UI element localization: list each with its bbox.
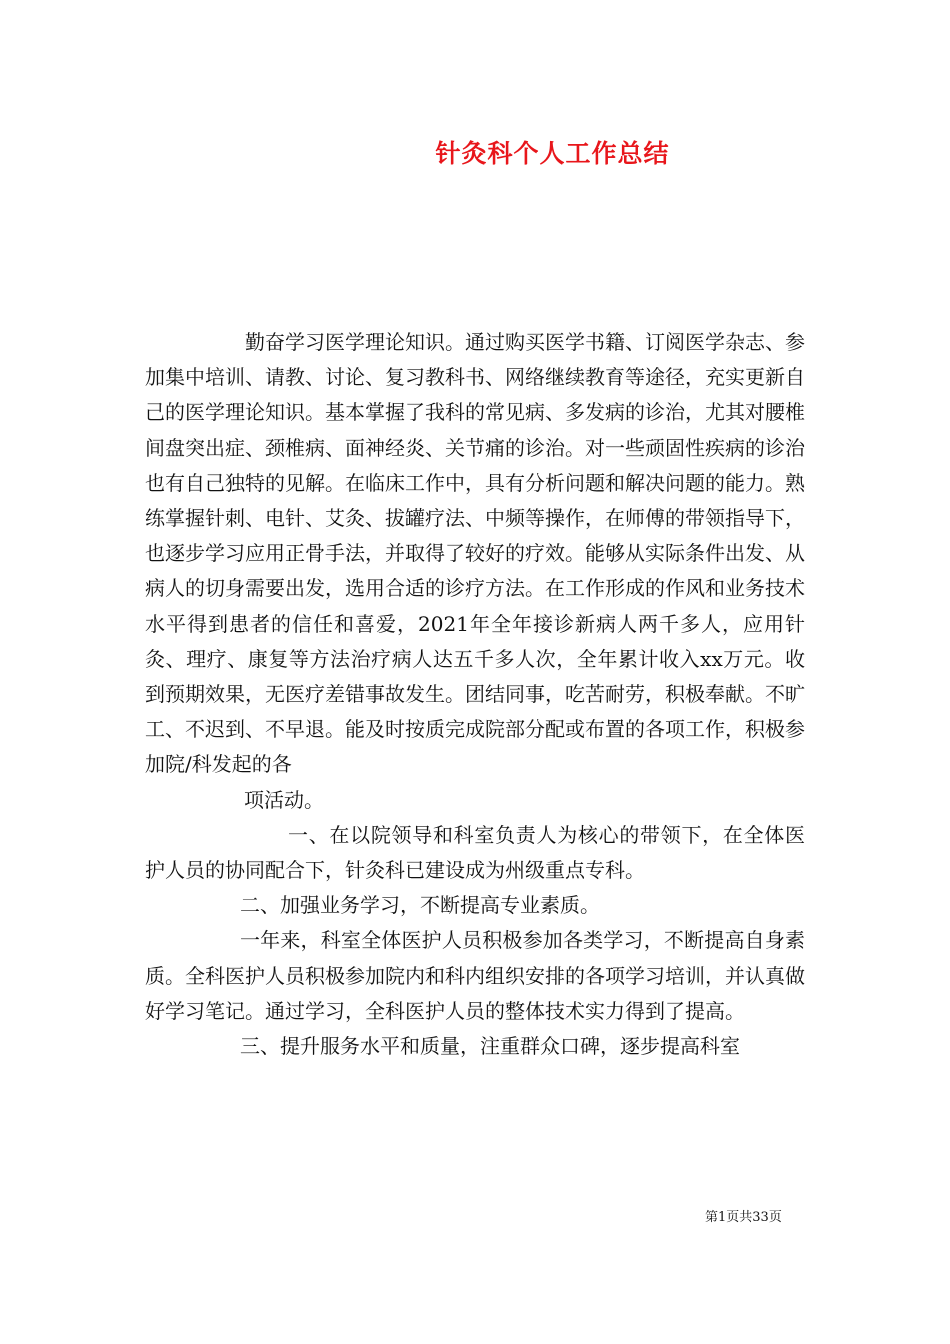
paragraph-section-three-heading: 三、提升服务水平和质量，注重群众口碑，逐步提高科室 (240, 1034, 740, 1059)
document-body (145, 325, 805, 1064)
paragraph-section-two-body: 一年来，科室全体医护人员积极参加各类学习，不断提高自身素质。全科医护人员积极参加院内和科内组织安排的各项学习培训，并认真做好学习笔记。通过学习，全科医护人员的整体技术实力得到了提高。 (145, 928, 805, 1023)
paragraph-section-two-heading: 二、加强业务学习，不断提高专业素质。 (240, 893, 600, 918)
paragraph-study: 勤奋学习医学理论知识。通过购买医学书籍、订阅医学杂志、参加集中培训、请教、讨论、复习教科书、网络继续教育等途径，充实更新自己的医学理论知识。基本掌握了我科的常见病、多发病的诊治，尤其对腰椎间盘突出症、颈椎病、面神经炎、关节痛的诊治。对一些顽固性疾病的诊治也有自己独特的见解。在临床工作中，具有分析问题和解决问题的能力。熟练掌握针刺、电针、艾灸、拔罐疗法、中频等操作，在师傅的带领指导下，也逐步学习应用正骨手法，并取得了较好的疗效。能够从实际条件出发、从病人的切身需要出发，选用合适的诊疗方法。在工作形成的作风和业务技术水平得到患者的信任和喜爱，2021年全年接诊新病人两千多人，应用针灸、理疗、康复等方法治疗病人达五千多人次，全年累计收入xx万元。收到预期效果，无医疗差错事故发生。团结同事，吃苦耐劳，积极奉献。不旷工、不迟到、不早退。能及时按质完成院部分配或布置的各项工作，积极参加院/科发起的各 (145, 330, 805, 777)
paragraph-activities: 项活动。 (244, 787, 324, 812)
paragraph-section-one: 一、在以院领导和科室负责人为核心的带领下，在全体医护人员的协同配合下，针灸科已建设成为州级重点专科。 (145, 822, 805, 883)
document-title: 针灸科个人工作总结 (435, 139, 670, 168)
page-number-footer: 第1页共33页 (705, 1210, 782, 1225)
